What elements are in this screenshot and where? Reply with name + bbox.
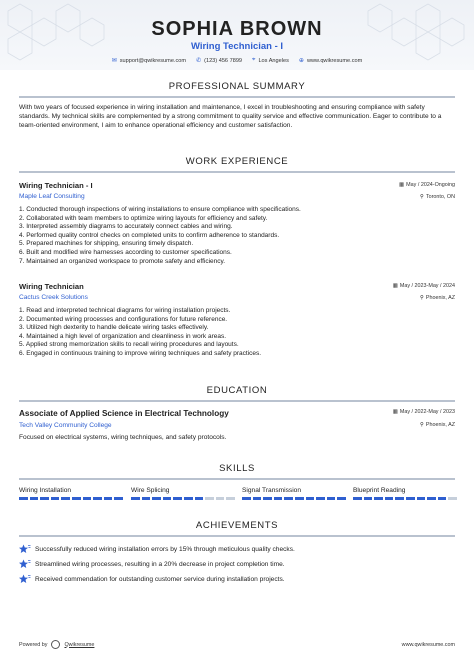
pin-icon: ⚲ [419, 295, 424, 301]
skill-rating [19, 497, 123, 500]
summary-text: With two years of focused experience in wiring installation and maintenance, I excel in troubleshooting and ensuring compliance with safety standards. My technical skills are complemented by a strong commitment to quality service and effective communication. Eager to contribute to a team-oriented environment, I aim to enhance operational efficiency and customer satisfaction. [19, 104, 442, 129]
calendar-icon: ▦ [392, 283, 398, 289]
location-item [252, 57, 289, 64]
skill-rating-segment [327, 497, 336, 500]
skill-rating-segment [216, 497, 225, 500]
achievements-heading: ACHIEVEMENTS [195, 520, 279, 531]
job-dates-text: May / 2023-May / 2024 [399, 283, 455, 289]
skill-rating-segment [131, 497, 140, 500]
email-item[interactable] [112, 57, 186, 64]
skill-rating-segment [173, 497, 182, 500]
skill-rating-segment [284, 497, 293, 500]
achievements-divider [19, 535, 455, 537]
qwikresume-logo-icon [51, 640, 60, 649]
list-item: 3. Interpreted assembly diagrams to accurately connect cables and wiring. [19, 223, 233, 231]
skill-rating-segment [364, 497, 373, 500]
job-bullets [19, 307, 439, 359]
skill-rating-segment [152, 497, 161, 500]
skill-rating-segment [163, 497, 172, 500]
list-item: 2. Documented wiring processes and configurations for future reference. [19, 315, 228, 323]
skill-label: Blueprint Reading [353, 487, 406, 494]
footer-website[interactable]: www.qwikresume.com [401, 641, 455, 648]
skill-rating-segment [306, 497, 315, 500]
skill-item [131, 487, 235, 500]
skill-rating-segment [295, 497, 304, 500]
pin-icon: ⚲ [419, 194, 424, 200]
skills-heading: SKILLS [219, 463, 255, 474]
skill-rating-segment [406, 497, 415, 500]
list-item: 2. Collaborated with team members to optimize wiring layouts for efficiency and safety. [19, 214, 268, 222]
skill-rating-segment [205, 497, 214, 500]
achievement-item [19, 544, 295, 554]
skill-rating-segment [19, 497, 28, 500]
education-heading: EDUCATION [206, 385, 268, 396]
skill-rating-segment [93, 497, 102, 500]
experience-divider [19, 171, 455, 173]
calendar-icon: ▦ [392, 409, 398, 415]
experience-heading: WORK EXPERIENCE [185, 156, 289, 167]
skill-rating-segment [83, 497, 92, 500]
skill-rating [353, 497, 457, 500]
achievement-item [19, 559, 285, 569]
achievement-text: Received commendation for outstanding customer service during installation projects. [35, 575, 285, 583]
calendar-icon: ▦ [399, 182, 405, 188]
phone-icon: ✆ [196, 58, 202, 64]
list-item: 5. Applied strong memorization skills to recall wiring procedures and layouts. [19, 341, 239, 349]
email-icon: ✉ [111, 58, 117, 64]
skill-rating-segment [374, 497, 383, 500]
skill-rating-segment [61, 497, 70, 500]
skill-rating-segment [142, 497, 151, 500]
achievement-text: Successfully reduced wiring installation errors by 15% through meticulous quality checks. [35, 545, 295, 553]
star-icon [19, 544, 31, 554]
list-item: 4. Performed quality control checks on completed units to confirm adherence to standards. [19, 231, 280, 239]
star-icon [19, 559, 31, 569]
phone-item[interactable] [196, 57, 242, 64]
candidate-title: Wiring Technician - I [190, 41, 284, 52]
skill-rating-segment [417, 497, 426, 500]
list-item: 1. Conducted thorough inspections of wiring installations to ensure compliance with specifications. [19, 206, 301, 213]
skill-rating [131, 497, 235, 500]
skill-item [19, 487, 123, 500]
education-location [420, 422, 455, 428]
contact-row [0, 57, 474, 64]
skill-rating-segment [448, 497, 457, 500]
location-pin-icon: ⌖ [252, 57, 256, 63]
skill-rating-segment [184, 497, 193, 500]
website-text: www.qwikresume.com [306, 57, 363, 64]
skill-rating-segment [253, 497, 262, 500]
skill-rating-segment [226, 497, 235, 500]
location-text: Los Angeles [258, 57, 289, 64]
skill-label: Wire Splicing [131, 487, 170, 494]
skill-rating-segment [395, 497, 404, 500]
summary-heading: PROFESSIONAL SUMMARY [168, 81, 306, 92]
skill-rating-segment [274, 497, 283, 500]
skill-rating-segment [40, 497, 49, 500]
list-item: 6. Built and modified wire harnesses according to customer specifications. [19, 248, 232, 256]
powered-by-label: Powered by [19, 641, 48, 648]
job-location [420, 194, 455, 200]
list-item: 3. Utilized high dexterity to handle delicate wiring tasks effectively. [19, 324, 209, 332]
skill-rating-segment [30, 497, 39, 500]
skill-rating-segment [385, 497, 394, 500]
job-dates-text: May / 2024-Ongoing [406, 182, 455, 188]
job-dates [393, 283, 455, 289]
skill-rating-segment [427, 497, 436, 500]
company-name: Maple Leaf Consulting [19, 193, 85, 200]
skill-rating-segment [104, 497, 113, 500]
skill-rating-segment [353, 497, 362, 500]
education-divider [19, 400, 455, 402]
powered-by [19, 640, 94, 649]
company-name: Cactus Creek Solutions [19, 294, 88, 301]
email-text: support@qwikresume.com [119, 57, 187, 64]
school-name: Tech Valley Community College [19, 422, 112, 429]
candidate-name: SOPHIA BROWN [151, 18, 323, 40]
list-item: 4. Maintained a high level of organization and cleanliness in work areas. [19, 332, 227, 340]
star-icon [19, 574, 31, 584]
resume-header [0, 0, 474, 70]
education-dates [393, 409, 455, 415]
summary-divider [19, 96, 455, 98]
skill-rating-segment [337, 497, 346, 500]
skill-rating-segment [242, 497, 251, 500]
page-footer [19, 640, 455, 649]
job-title: Wiring Technician [19, 282, 84, 291]
skill-rating-segment [316, 497, 325, 500]
list-item: 6. Engaged in continuous training to improve wiring techniques and safety practices. [19, 349, 262, 357]
skill-rating [242, 497, 346, 500]
job-location-text: Toronto, ON [425, 194, 455, 200]
pin-icon: ⚲ [419, 422, 424, 428]
skill-rating-segment [195, 497, 204, 500]
job-location [420, 295, 455, 301]
skill-rating-segment [72, 497, 81, 500]
education-description: Focused on electrical systems, wiring techniques, and safety protocols. [19, 434, 227, 441]
skill-label: Signal Transmission [242, 487, 302, 494]
achievement-text: Streamlined wiring processes, resulting in a 20% decrease in project completion time. [35, 560, 285, 568]
education-location-text: Phoenix, AZ [425, 422, 455, 428]
job-bullets [19, 206, 439, 266]
skill-rating-segment [114, 497, 123, 500]
job-title: Wiring Technician - I [19, 181, 93, 190]
skill-rating-segment [263, 497, 272, 500]
list-item: 5. Prepared machines for shipping, ensuring timely dispatch. [19, 240, 194, 248]
job-location-text: Phoenix, AZ [425, 295, 455, 301]
list-item: 1. Read and interpreted technical diagrams for wiring installation projects. [19, 307, 231, 314]
brand-link[interactable]: Qwikresume [64, 641, 95, 648]
skill-rating-segment [51, 497, 60, 500]
skill-item [353, 487, 457, 500]
job-dates [399, 182, 455, 188]
phone-text: (123) 456 7899 [204, 57, 243, 64]
list-item: 7. Maintained an organized workspace to promote safety and efficiency. [19, 257, 226, 265]
skills-divider [19, 478, 455, 480]
website-item[interactable] [299, 57, 362, 64]
degree-name: Associate of Applied Science in Electrical Technology [19, 409, 229, 418]
education-dates-text: May / 2022-May / 2023 [399, 409, 455, 415]
skill-label: Wiring Installation [19, 487, 72, 494]
globe-icon: ⊕ [298, 58, 304, 64]
achievement-item [19, 574, 285, 584]
skill-item [242, 487, 346, 500]
skill-rating-segment [438, 497, 447, 500]
